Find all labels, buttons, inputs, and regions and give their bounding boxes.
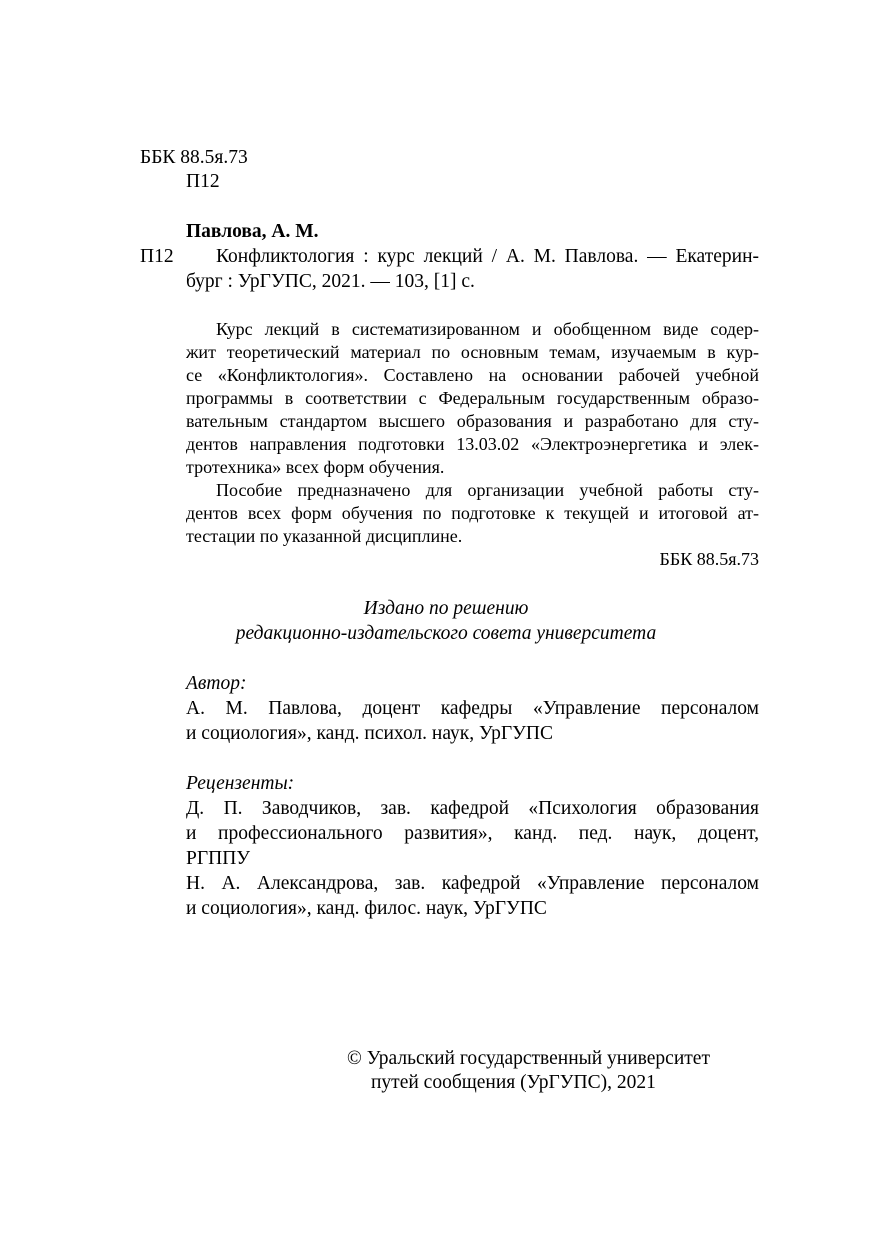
annotation-line: дентов направления подготовки 13.03.02 «Электроэнергетика и элек- (186, 434, 759, 454)
annotation-line: дентов всех форм обучения по подготовке к текущей и итоговой ат- (186, 503, 759, 523)
reviewer-line: РГППУ (186, 848, 251, 869)
author-line: и социология», канд. психол. наук, УрГУПС (186, 723, 553, 744)
annotation-line: программы в соответствии с Федеральным государственным образо- (186, 388, 759, 408)
reviewer-line: и социология», канд. филос. наук, УрГУПС (186, 898, 547, 919)
copyright-line: © Уральский государственный университет (347, 1048, 710, 1069)
publication-note-line: Издано по решению (363, 598, 529, 619)
reviewer-line: Д. П. Заводчиков, зав. кафедрой «Психология образования (186, 798, 759, 819)
publication-note-line: редакционно-издательского совета университета (235, 623, 657, 644)
reviewers-section-heading: Рецензенты: (186, 773, 295, 794)
author-heading: Павлова, А. М. (186, 221, 319, 242)
entry-sign: П12 (140, 246, 174, 267)
annotation-line: се «Конфликтология». Составлено на основании рабочей учебной (186, 365, 759, 385)
reviewer-line: Н. А. Александрова, зав. кафедрой «Управление персоналом (186, 873, 759, 894)
reviewer-line: и профессионального развития», канд. пед. наук, доцент, (186, 823, 759, 844)
annotation-line: Курс лекций в систематизированном и обобщенном виде содер- (216, 319, 759, 339)
bbk-index: ББК 88.5я.73 (140, 147, 248, 168)
description-line: бург : УрГУПС, 2021. — 103, [1] с. (186, 271, 475, 292)
bbk-index-right: ББК 88.5я.73 (659, 549, 759, 569)
author-sign: П12 (186, 171, 220, 192)
annotation-line: вательным стандартом высшего образования и разработано для сту- (186, 411, 759, 431)
annotation-line: тротехника» всех форм обучения. (186, 457, 445, 477)
copyright-line: путей сообщения (УрГУПС), 2021 (371, 1072, 656, 1093)
annotation-line: тестации по указанной дисциплине. (186, 526, 463, 546)
annotation-line: жит теоретический материал по основным темам, изучаемым в кур- (186, 342, 759, 362)
author-section-heading: Автор: (186, 673, 247, 694)
description-line: Конфликтология : курс лекций / А. М. Павлова. — Екатерин- (216, 246, 759, 267)
annotation-line: Пособие предназначено для организации учебной работы сту- (216, 480, 759, 500)
author-line: А. М. Павлова, доцент кафедры «Управление персоналом (186, 698, 759, 719)
